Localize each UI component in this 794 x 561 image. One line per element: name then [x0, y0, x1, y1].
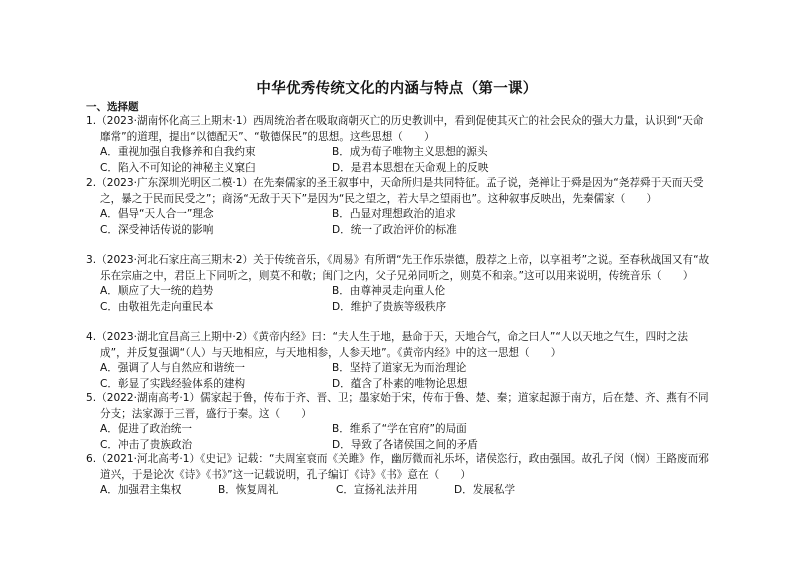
option-a: A．倡导“天人合一”理念	[100, 208, 214, 220]
option-b: B．维系了“学在官府”的局面	[332, 423, 467, 435]
option-b: B．凸显对理想政治的追求	[332, 208, 456, 220]
option-d: D．统一了政治评价的标准	[332, 223, 457, 236]
option-b: B．恢复周礼	[218, 484, 279, 496]
option-d: D．是君本思想在天命观上的反映	[332, 161, 489, 174]
option-list	[100, 284, 714, 315]
option-list	[100, 422, 714, 453]
question-stem: 2.（2023·广东深圳光明区二模·1）在先秦儒家的圣王叙事中，天命所归是共同特征。孟子说，尧禅让于舜是因为“尧荐舜于天而天受之，暴之于民而民受之”；商汤“无敌于天下”是因为“民之望之，若大旱之望雨也”。这种叙事反映出，先秦儒家（ ）	[86, 177, 704, 205]
option-c: C．宣扬礼法并用	[336, 484, 418, 496]
option-c: C．陷入不可知论的神秘主义窠臼	[100, 161, 256, 174]
option-c: C．彰显了实践经验体系的建构	[100, 377, 246, 390]
question-stem: 6.（2021·河北高考·1）《史记》记载：“夫周室衰而《关雎》作，幽厉微而礼乐坏，诸侯恣行，政由强国。故孔子闵（悯）王路废而邪道兴，于是论次《诗》《书》”这一记载说明，孔子编订《诗》《书》意在（ ）	[86, 453, 709, 481]
page-title: 中华优秀传统文化的内涵与特点（第一课）	[256, 81, 538, 97]
option-c: C．冲击了贵族政治	[100, 438, 193, 451]
option-list	[100, 483, 714, 499]
option-b: B．成为荀子唯物主义思想的源头	[332, 146, 488, 158]
option-a: A．促进了政治统一	[100, 423, 192, 435]
section-heading: 一、选择题	[86, 101, 139, 113]
option-list	[100, 361, 714, 392]
option-c: C．深受神话传说的影响	[100, 223, 214, 236]
option-b: B．由尊神灵走向重人伦	[332, 285, 446, 297]
option-list	[100, 207, 714, 238]
question-stem: 3.（2023·河北石家庄高三期末·2）关于传统音乐，《周易》有所谓“先王作乐崇德，殷荐之上帝，以享祖考”之说。至春秋战国又有“故乐在宗庙之中，君臣上下同听之，则莫不和敬；闺门之内，父子兄弟同听之，则莫不和亲。”这可以用来说明，传统音乐（ ）	[86, 254, 710, 282]
option-d: D．蕴含了朴素的唯物论思想	[332, 377, 468, 390]
question-6	[86, 452, 714, 499]
question-stem: 1.（2023·湖南怀化高三上期末·1）西周统治者在吸取商朝灭亡的历史教训中，看到促使其灭亡的社会民众的强大力量，认识到“天命靡常”的道理，提出“以德配天”、“敬德保民”的思想。这些思想（ ）	[86, 115, 704, 143]
question-4	[86, 330, 714, 392]
question-5	[86, 391, 714, 453]
option-a: A．顺应了大一统的趋势	[100, 285, 214, 297]
option-d: D．发展私学	[454, 484, 516, 496]
option-a: A．强调了人与自然应和谐统一	[100, 362, 245, 374]
option-a: A．重视加强自我修养和自我约束	[100, 146, 256, 158]
question-1	[86, 114, 714, 176]
option-c: C．由敬祖先走向重民本	[100, 300, 214, 313]
option-d: D．导致了各诸侯国之间的矛盾	[332, 438, 478, 451]
option-d: D．维护了贵族等级秩序	[332, 300, 447, 313]
question-3	[86, 253, 714, 315]
question-2	[86, 176, 714, 238]
option-b: B．坚持了道家无为而治理论	[332, 362, 467, 374]
option-a: A．加强君主集权	[100, 484, 182, 496]
question-stem: 5.（2022·湖南高考·1）儒家起于鲁，传布于齐、晋、卫；墨家始于宋，传布于鲁、楚、秦；道家起源于南方，后在楚、齐、燕有不同分支；法家源于三晋，盛行于秦。这（ ）	[86, 392, 709, 420]
question-stem: 4.（2023·湖北宜昌高三上期中·2）《黄帝内经》曰：“夫人生于地，悬命于天，天地合气，命之曰人”“人以天地之气生，四时之法成”，并反复强调“（人）与天地相应，与天地相参，人参天地”。《黄帝内经》中的这一思想（ ）	[86, 331, 688, 359]
option-list	[100, 145, 714, 176]
